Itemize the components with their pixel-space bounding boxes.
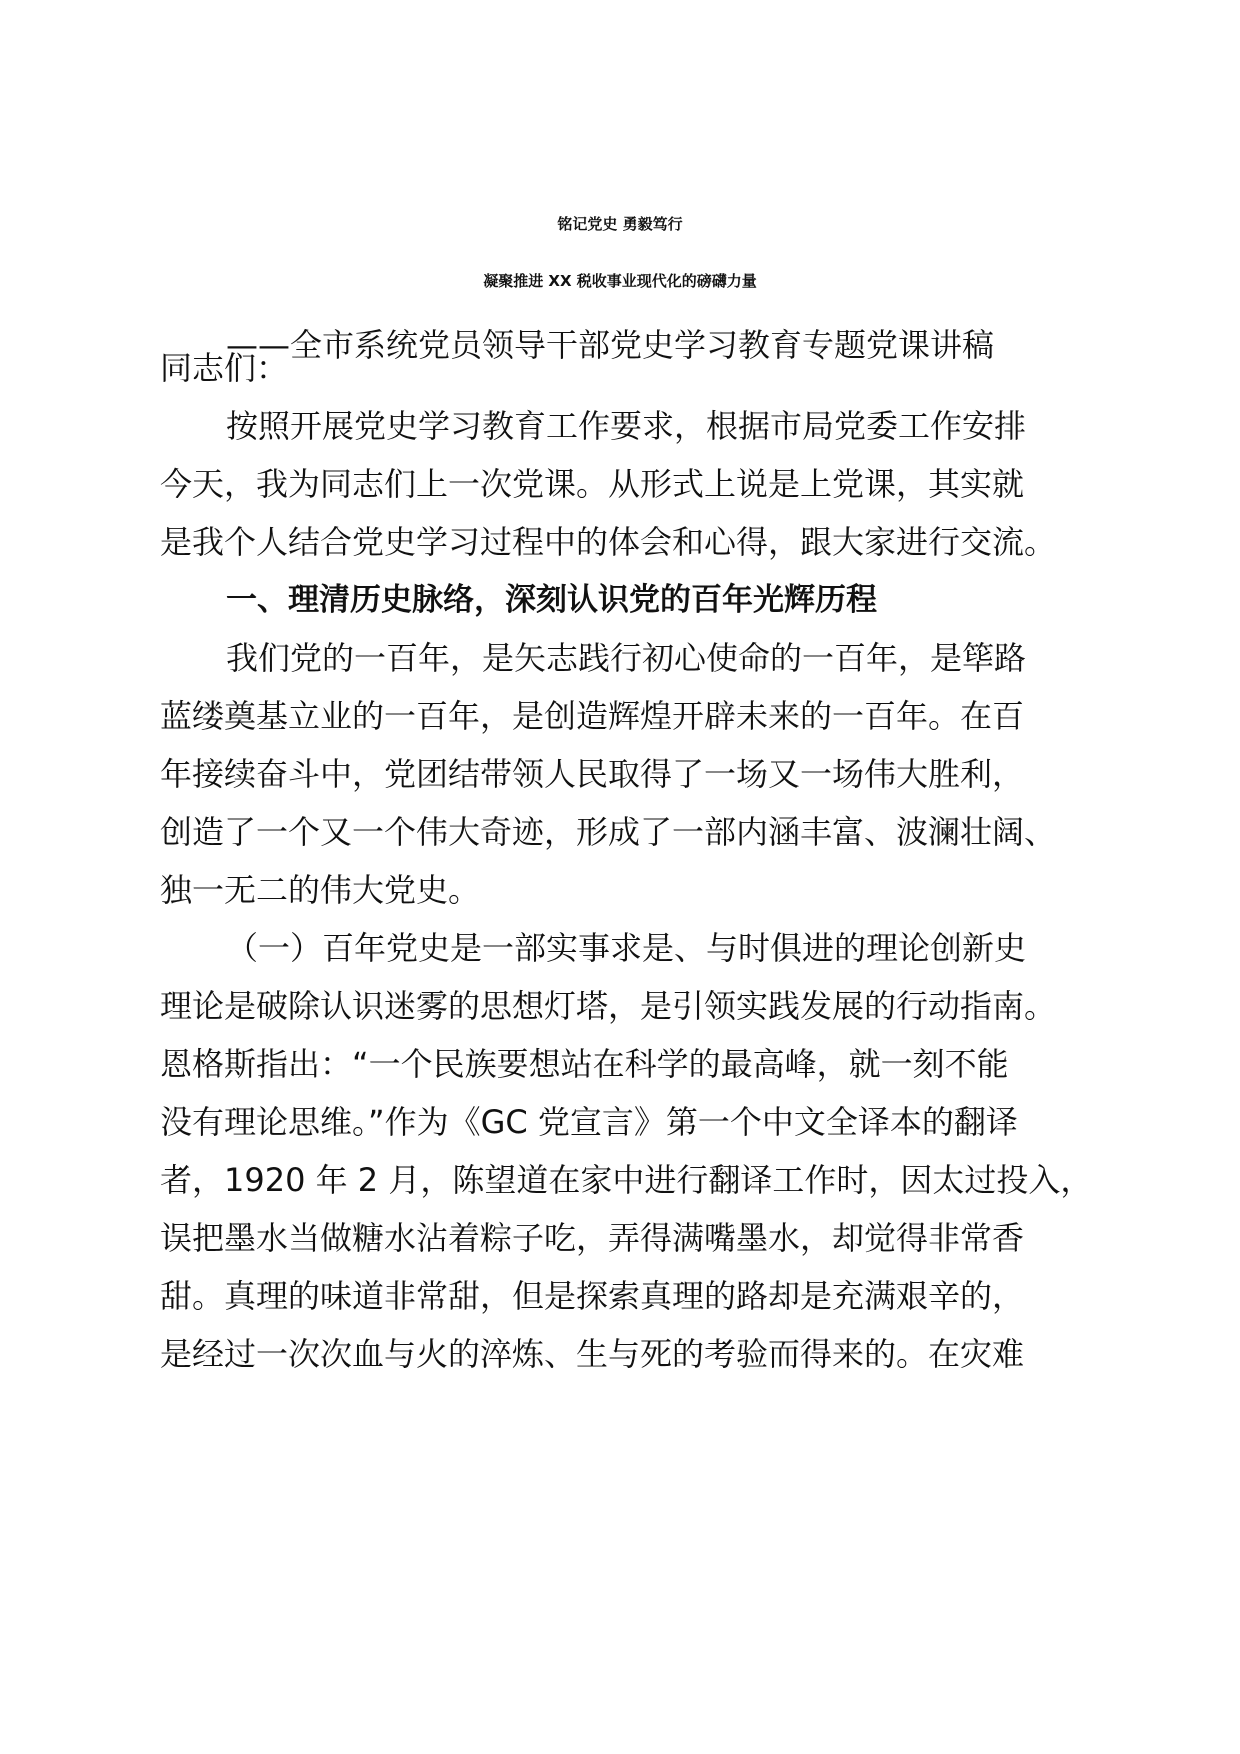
body-line: 甜。真理的味道非常甜，但是探索真理的路却是充满艰辛的， [160, 1277, 1025, 1315]
document-title-line-2: 凝聚推进 XX 税收事业现代化的磅礴力量 [483, 272, 757, 290]
document-subtitle: ——全市系统党员领导干部党史学习教育专题党课讲稿 [226, 326, 995, 364]
body-line: 独一无二的伟大党史。 [160, 871, 481, 909]
body-line: 恩格斯指出：“一个民族要想站在科学的最高峰，就一刻不能 [160, 1045, 1009, 1083]
body-line: 是我个人结合党史学习过程中的体会和心得，跟大家进行交流。 [160, 523, 1057, 561]
body-line: 没有理论思维。”作为《GC 党宣言》第一个中文全译本的翻译 [160, 1103, 1018, 1141]
body-line: 年接续奋斗中，党团结带领人民取得了一场又一场伟大胜利， [160, 755, 1025, 793]
body-line: 蓝缕奠基立业的一百年，是创造辉煌开辟未来的一百年。在百 [160, 697, 1025, 735]
body-line: 我们党的一百年，是矢志践行初心使命的一百年，是筚路 [226, 639, 1027, 677]
body-line: 今天，我为同志们上一次党课。从形式上说是上党课，其实就 [160, 465, 1025, 503]
salutation: 同志们： [160, 349, 289, 387]
body-line: 创造了一个又一个伟大奇迹，形成了一部内涵丰富、波澜壮阔、 [160, 813, 1057, 851]
document-title-line-1: 铭记党史 勇毅笃行 [557, 215, 683, 233]
body-line: 者，1920 年 2 月，陈望道在家中进行翻译工作时，因太过投入， [160, 1161, 1093, 1199]
body-line: 误把墨水当做糖水沾着粽子吃，弄得满嘴墨水，却觉得非常香 [160, 1219, 1025, 1257]
section-heading: 一、理清历史脉络，深刻认识党的百年光辉历程 [226, 582, 877, 618]
body-line: 按照开展党史学习教育工作要求，根据市局党委工作安排 [226, 407, 1027, 445]
body-line: 是经过一次次血与火的淬炼、生与死的考验而得来的。在灾难 [160, 1335, 1025, 1373]
body-line: 理论是破除认识迷雾的思想灯塔，是引领实践发展的行动指南。 [160, 987, 1057, 1025]
subsection-heading: （一）百年党史是一部实事求是、与时俱进的理论创新史 [226, 929, 1027, 967]
